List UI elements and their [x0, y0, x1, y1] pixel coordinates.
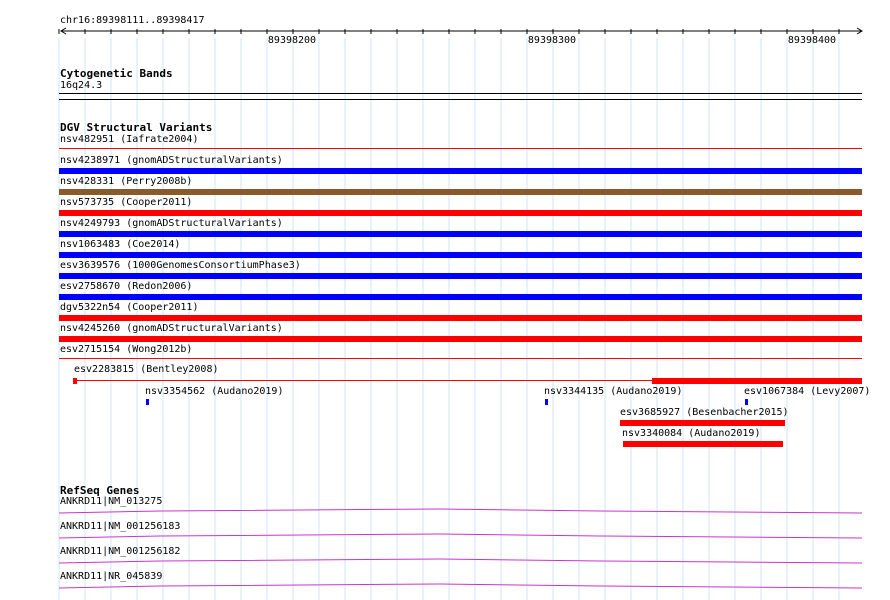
cytoband-label[interactable]: 16q24.3	[60, 80, 103, 91]
gene-label[interactable]: ANKRD11|NR_045839	[60, 571, 163, 582]
variant-label[interactable]: nsv428331 (Perry2008b)	[60, 176, 193, 187]
variant-label[interactable]: esv3639576 (1000GenomesConsortiumPhase3)	[60, 260, 301, 271]
variant-label[interactable]: nsv3344135 (Audano2019)	[544, 386, 683, 397]
variant-label[interactable]: nsv4245260 (gnomADStructuralVariants)	[60, 323, 283, 334]
gene-label[interactable]: ANKRD11|NM_013275	[60, 496, 163, 507]
gene-label[interactable]: ANKRD11|NM_001256183	[60, 521, 181, 532]
variant-label[interactable]: nsv3354562 (Audano2019)	[145, 386, 284, 397]
variant-label[interactable]: nsv482951 (Iafrate2004)	[60, 134, 199, 145]
gene-feature-line[interactable]	[59, 584, 862, 588]
locus-label: chr16:89398111..89398417	[60, 15, 205, 26]
variant-label[interactable]: nsv3340084 (Audano2019)	[622, 428, 761, 439]
variant-label[interactable]: nsv573735 (Cooper2011)	[60, 197, 193, 208]
variant-label[interactable]: nsv1063483 (Coe2014)	[60, 239, 181, 250]
variant-label[interactable]: esv1067384 (Levy2007)	[744, 386, 871, 397]
variant-label[interactable]: esv3685927 (Besenbacher2015)	[620, 407, 789, 418]
cytogenetic-track-title: Cytogenetic Bands	[60, 67, 173, 80]
ruler-tick-label: 89398300	[527, 35, 577, 46]
dgv-track-title: DGV Structural Variants	[60, 121, 213, 134]
variant-label[interactable]: esv2715154 (Wong2012b)	[60, 344, 193, 355]
ruler-tick-label: 89398200	[267, 35, 317, 46]
refseq-track-title: RefSeq Genes	[60, 484, 140, 497]
gene-feature-line[interactable]	[59, 559, 862, 563]
gene-label[interactable]: ANKRD11|NM_001256182	[60, 546, 181, 557]
gene-feature-line[interactable]	[59, 534, 862, 538]
gene-feature-line[interactable]	[59, 509, 862, 513]
variant-label[interactable]: nsv4249793 (gnomADStructuralVariants)	[60, 218, 283, 229]
variant-label[interactable]: esv2758670 (Redon2006)	[60, 281, 193, 292]
variant-label[interactable]: nsv4238971 (gnomADStructuralVariants)	[60, 155, 283, 166]
variant-label[interactable]: dgv5322n54 (Cooper2011)	[60, 302, 199, 313]
variant-label[interactable]: esv2283815 (Bentley2008)	[74, 364, 219, 375]
ruler-tick-label: 89398400	[787, 35, 837, 46]
